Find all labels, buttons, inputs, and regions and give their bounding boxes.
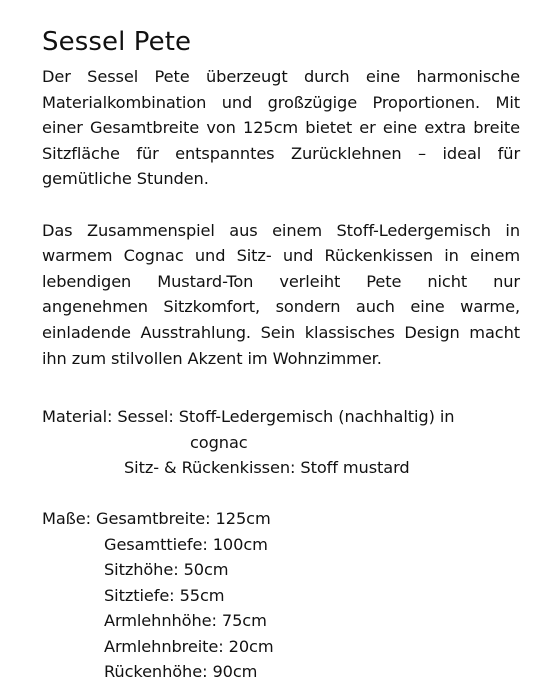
dimension-line-gesamtbreite: Maße: Gesamtbreite: 125cm <box>42 508 271 528</box>
dimension-line: Armlehnhöhe: 75cm <box>104 611 267 631</box>
description-paragraph-1: Der Sessel Pete überzeugt durch eine harmonische Materialkombination und großzügige Proportionen. Mit einer Gesamtbreite von 125cm bietet er eine extra breite Sitzfläche für entspanntes Zurücklehnen – ideal für gemütliche Stunden. <box>42 67 520 189</box>
material-line-sessel-continued: cognac <box>190 432 248 452</box>
dimension-line: Armlehnbreite: 20cm <box>104 636 274 656</box>
material-line-kissen: Sitz- & Rückenkissen: Stoff mustard <box>124 458 410 478</box>
material-section <box>42 404 520 481</box>
dimension-line: Sitzhöhe: 50cm <box>104 560 229 580</box>
material-line-sessel: Material: Sessel: Stoff-Ledergemisch (nachhaltig) in <box>42 407 455 427</box>
description-paragraph-2: Das Zusammenspiel aus einem Stoff-Ledergemisch in warmem Cognac und Sitz- und Rückenkissen in einem lebendigen Mustard-Ton verleiht Pete nicht nur angenehmen Sitzkomfort, sondern auch eine warme, einladende Ausstrahlung. Sein klassisches Design macht ihn zum stilvollen Akzent im Wohnzimmer. <box>42 220 520 368</box>
product-title: Sessel Pete <box>42 27 192 57</box>
dimension-line: Gesamttiefe: 100cm <box>104 534 268 554</box>
dimension-line: Rückenhöhe: 90cm <box>104 662 258 682</box>
dimension-line: Sitztiefe: 55cm <box>104 585 225 605</box>
product-description <box>42 20 520 685</box>
dimensions-section <box>42 506 520 685</box>
